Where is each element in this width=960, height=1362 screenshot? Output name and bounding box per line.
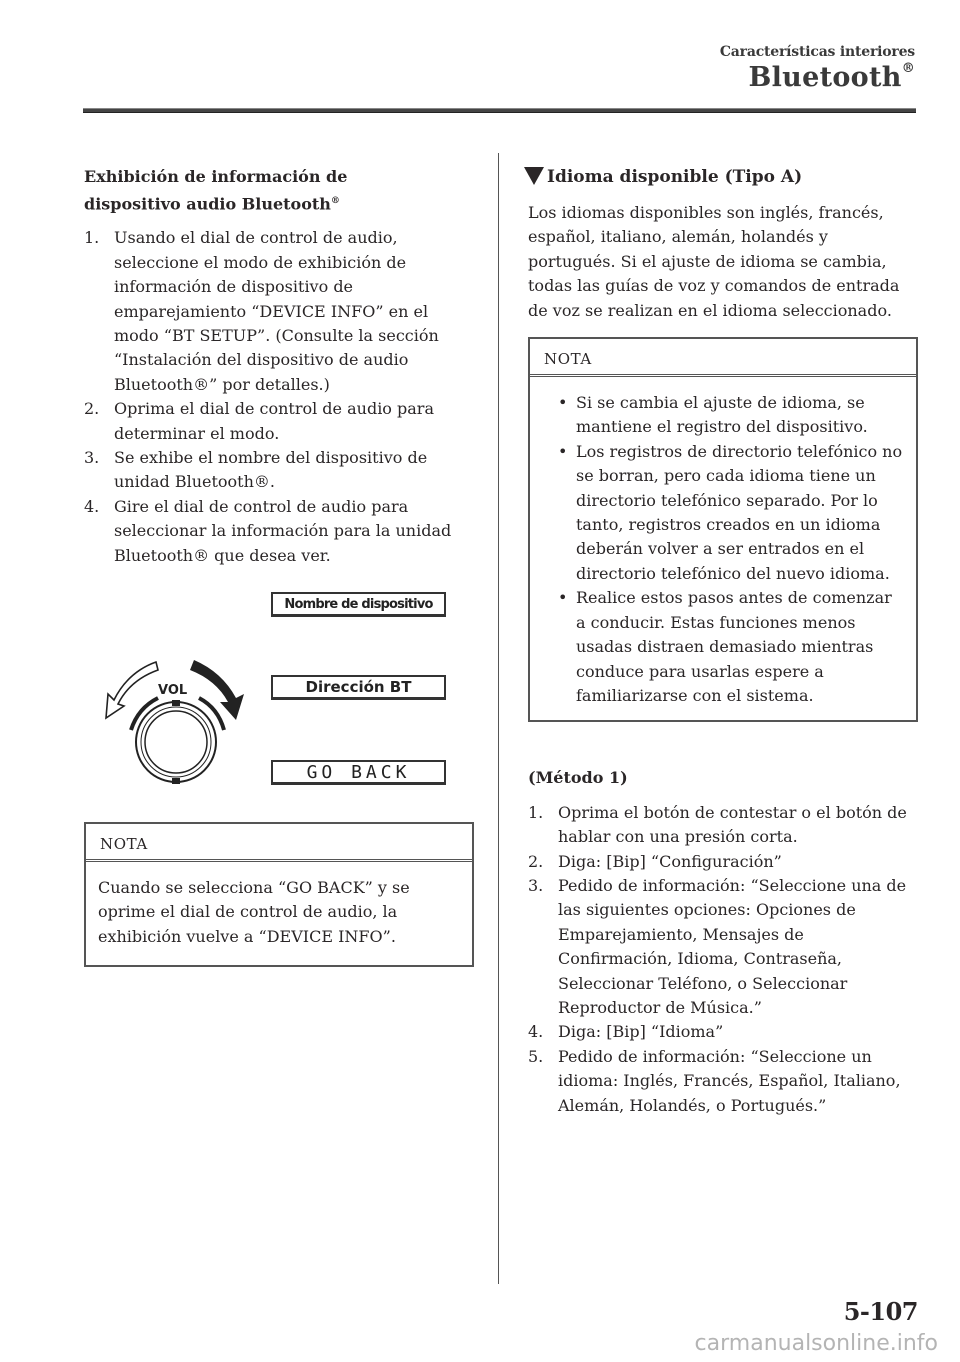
subsection-heading bbox=[524, 165, 918, 189]
registered-mark: ® bbox=[901, 61, 915, 76]
note-text: Cuando se selecciona “GO BACK” y se oprime el dial de control de audio, la exhibición vuelve a “DEVICE INFO”. bbox=[98, 878, 410, 946]
header-rule bbox=[83, 108, 916, 113]
note-title: NOTA bbox=[530, 339, 916, 377]
step-number: 2. bbox=[84, 399, 100, 419]
step-text: Diga: [Bip] “Configuración” bbox=[558, 851, 782, 871]
steps-list bbox=[84, 226, 474, 568]
step-text: Diga: [Bip] “Idioma” bbox=[558, 1022, 724, 1042]
note-box bbox=[84, 822, 474, 967]
note-bullets bbox=[542, 391, 906, 708]
step-text: Se exhibe el nombre del dispositivo de unidad Bluetooth®. bbox=[114, 447, 428, 492]
step-item bbox=[528, 1020, 918, 1044]
display-bt-address: Dirección BT bbox=[271, 675, 446, 700]
step-text: Oprima el botón de contestar o el botón de hablar con una presión corta. bbox=[558, 802, 907, 847]
step-item bbox=[528, 874, 918, 1020]
intro-paragraph: Los idiomas disponibles son inglés, francés, español, italiano, alemán, holandés y portugués. Si el ajuste de idioma se cambia, todas las guías de voz y comandos de entrada de voz se realizan en el idioma seleccionado. bbox=[528, 203, 900, 320]
bullet-text: Si se cambia el ajuste de idioma, se mantiene el registro del dispositivo. bbox=[576, 393, 868, 437]
step-item bbox=[528, 801, 918, 850]
step-text: Pedido de información: “Seleccione un idioma: Inglés, Francés, Español, Italiano, Alemán, Holandés, o Portugués.” bbox=[558, 1046, 901, 1115]
step-text: Usando el dial de control de audio, seleccione el modo de exhibición de información de dispositivo de emparejamiento “DEVICE INFO” en el modo “BT SETUP”. (Consulte la sección “Instalación del dispositivo de audio Bluetooth®” por detalles.) bbox=[114, 228, 439, 394]
subsection-heading-text: Idioma disponible (Tipo A) bbox=[547, 167, 803, 187]
step-item bbox=[528, 850, 918, 874]
display-go-back: GO BACK bbox=[271, 760, 446, 785]
step-number: 3. bbox=[84, 447, 100, 467]
right-column bbox=[528, 165, 918, 1118]
step-text: Gire el dial de control de audio para seleccionar la información para la unidad Bluetooth® que desea ver. bbox=[114, 496, 452, 565]
step-item bbox=[84, 495, 474, 568]
section-heading bbox=[84, 165, 474, 216]
step-number: 1. bbox=[528, 802, 544, 822]
method-steps bbox=[528, 801, 918, 1118]
step-text: Pedido de información: “Seleccione una de las siguientes opciones: Opciones de Emparejamiento, Mensajes de Confirmación, Idioma, Contraseña, Seleccionar Teléfono, o Seleccionar Reproductor de Música.” bbox=[558, 875, 907, 1017]
note-bullet bbox=[542, 391, 906, 440]
triangle-marker-icon bbox=[524, 167, 544, 185]
display-device-name: Nombre de dispositivo bbox=[271, 592, 446, 617]
step-number: 4. bbox=[528, 1022, 544, 1042]
step-item bbox=[84, 226, 474, 397]
note-bullet bbox=[542, 440, 906, 586]
method-heading: (Método 1) bbox=[528, 768, 628, 788]
step-number: 1. bbox=[84, 228, 100, 248]
bullet-icon: • bbox=[558, 441, 568, 461]
step-text: Oprima el dial de control de audio para determinar el modo. bbox=[114, 399, 434, 443]
bullet-icon: • bbox=[558, 393, 568, 413]
note-body bbox=[530, 377, 916, 720]
step-number: 2. bbox=[528, 851, 544, 871]
heading-line-1: Exhibición de información de bbox=[84, 167, 348, 186]
step-item bbox=[528, 1045, 918, 1118]
page-title-text: Bluetooth bbox=[748, 62, 902, 93]
note-bullet bbox=[542, 586, 906, 708]
heading-line-2: dispositivo audio Bluetooth bbox=[84, 194, 331, 214]
step-item bbox=[84, 446, 474, 495]
dial-figure bbox=[84, 592, 474, 802]
watermark-link[interactable]: carmanualsonline.info bbox=[694, 1331, 938, 1356]
registered-mark: ® bbox=[330, 196, 340, 206]
bullet-icon: • bbox=[558, 588, 568, 608]
step-number: 3. bbox=[528, 875, 544, 895]
section-title: Características interiores bbox=[719, 44, 915, 60]
step-item bbox=[84, 397, 474, 446]
bullet-text: Realice estos pasos antes de comenzar a conducir. Estas funciones menos usadas distraen demasiado mientras conduce para usarlas espere a familiarizarse con el sistema. bbox=[576, 588, 892, 705]
left-column bbox=[84, 165, 474, 967]
svg-text:VOL: VOL bbox=[158, 683, 188, 699]
volume-dial-icon bbox=[98, 642, 248, 792]
column-divider bbox=[498, 153, 499, 1284]
bullet-text: Los registros de directorio telefónico no se borran, pero cada idioma tiene un directorio telefónico separado. Por lo tanto, registros creados en un idioma deberán volver a ser entrados en el directorio telefónico del nuevo idioma. bbox=[576, 441, 903, 583]
note-box bbox=[528, 337, 918, 722]
step-number: 5. bbox=[528, 1046, 544, 1066]
page-title bbox=[749, 62, 916, 93]
page-number: 5-107 bbox=[843, 1297, 918, 1326]
step-number: 4. bbox=[84, 496, 100, 516]
note-title: NOTA bbox=[86, 824, 472, 862]
